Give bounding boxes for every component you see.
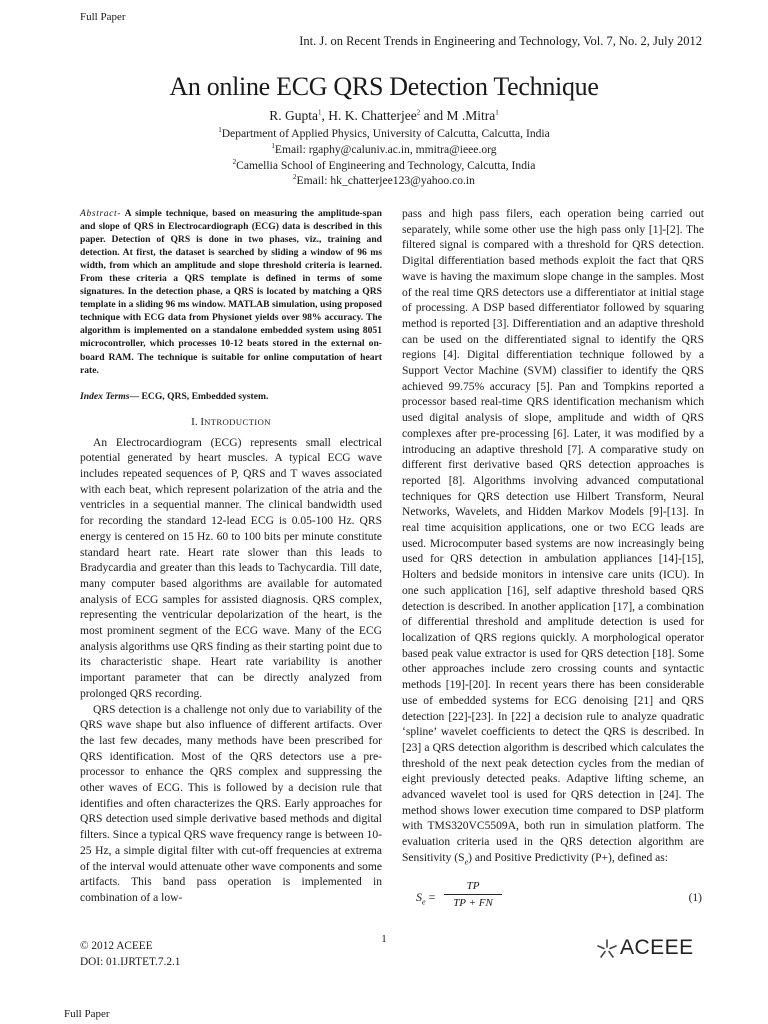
equation-lhs: $S_e$ = (416, 890, 436, 907)
body-paragraph (402, 207, 704, 870)
left-column (80, 207, 382, 907)
equation-1 (414, 880, 704, 922)
section-title-rest: NTRODUCTION (204, 416, 271, 427)
equation-denominator: TP + FN (453, 897, 493, 909)
index-terms-text: — ECG, QRS, Embedded system. (129, 390, 269, 402)
affiliation-line (0, 142, 768, 158)
affiliation-text: Department of Applied Physics, University of Calcutta, Calcutta, India (221, 127, 550, 140)
header-tag: Full Paper (80, 11, 126, 23)
section-title-initial: I (200, 415, 204, 428)
page-number: 1 (381, 933, 387, 945)
equation-number: (1) (688, 892, 702, 904)
abstract-label: Abstract- (80, 208, 122, 219)
copyright-text: © 2012 ACEEE (80, 940, 153, 952)
affiliation-line (0, 158, 768, 174)
affiliation-sup: 1 (271, 141, 275, 150)
index-terms-label: Index Terms (80, 390, 130, 402)
affiliation-sup: 2 (293, 173, 297, 182)
author-1: R. Gupta (269, 108, 319, 123)
affiliation-line (0, 173, 768, 189)
body-paragraph: An Electrocardiogram (ECG) represents small electrical potential generated by heart muscles. A typical ECG wave includes repeated sequences of P, QRS and T waves associated with each beat, which represent polarization of the atria and the ventricles in a sequential manner. The clinical bandwidth used for recording the standard 12-lead ECG is 0.05-100 Hz. QRS energy is centered on 15 Hz. 60 to 100 bits per minute constitute standard heart rate. Heart rate slower than this leads to Bradycardia and greater than this leads to Tachycardia. Till date, many computer based algorithms are available for automated analysis of ECG samples for assisted diagnosis. QRS complex, representing the ventricular depolarization of the heart, is the most prominent segment of the ECG wave. Many of the ECG analysis algorithms use QRS finding as their starting point due to its characteristic shape. Heart rate variability is another important parameter that can be directly analyzed from prolonged QRS recording. (80, 436, 382, 700)
index-terms (80, 391, 382, 402)
star-icon (596, 939, 618, 959)
author-list (0, 108, 768, 124)
affiliation-sup: 2 (232, 157, 237, 166)
paper-title: An online ECG QRS Detection Technique (169, 72, 599, 101)
body-paragraph: QRS detection is a challenge not only due to variability of the QRS wave shape but also influence of different artifacts. Over the last few decades, many methods have been prescribed for QRS identification. Most of the QRS detectors use a pre-processor to enhance the QRS complex and suppressing the other waves of ECG. This is followed by a decision rule that identifies and often characterizes the QRS. Early approaches for QRS detection used simple derivative based methods and digital filters. Since a typical QRS wave frequency range is between 10-25 Hz, a simple digital filter with cut-off frequencies at extrema of the interval would attenuate other wave components and some artifacts. This band pass operation is implemented in combination of a low- (80, 703, 382, 904)
author-2: , H. K. Chatterjee (321, 108, 417, 123)
abstract-text: A simple technique, based on measuring the amplitude-span and slope of QRS in Electrocardiograph (ECG) data is described in this paper. Detection of QRS is done in two phases, viz., training and detection. At first, the dataset is searched by sliding a window of 96 ms width, from which an amplitude and slope threshold criteria is learned. From these criteria a QRS template is defined in terms of some signatures. In the detection phase, a QRS is located by matching a QRS template in a sliding 96 ms window. MATLAB simulation, using proposed technique with ECG data from Physionet yields over 98% accuracy. The algorithm is implemented on a standalone embedded system using 8051 microcontroller, which processes 10-12 beats stored in the external on-board RAM. The technique is suitable for online computation of heart rate. (80, 208, 382, 376)
abstract (80, 207, 382, 377)
affiliation-text: Email: hk_chatterjee123@yahoo.co.in (296, 174, 475, 188)
paragraph-text: ) and Positive Predictivity (P+), defined as: (468, 851, 669, 864)
paragraph-text: pass and high pass filers, each operation being carried out separately, while some other use the high pass only [1]-[2]. The filtered signal is compared with a threshold for QRS detection. Digital differentiation based methods exploit the fact that QRS wave is having the maximum slope change in the samples. Most of the real time QRS detectors use a differentiator at initial stage of processing. A DSP based differentiator followed by squaring method is reported [3]. Differentiation and an adaptive threshold can be used on the differentiated signal to identify the QRS regions [4]. Digital differentiation technique followed by a Support Vector Machine (SVM) classifier to identify the QRS achieved 99.75% accuracy [5]. Pan and Tompkins reported a processor based real-time QRS identification mechanism which used digital analysis of slope, amplitude and width of QRS complexes after pre-processing [6]. Later, it was modified by a introducing an adaptive threshold [7]. A comparative study on different first derivative based QRS detection approaches is reported [8]. Algorithms involving advanced computational techniques for QRS detection use Hilbert Transform, Neural Networks, Wavelets, and Hidden Markov Models [9]-[13]. In real time acquisition applications, one or two ECG leads are used. Microcomputer based systems are now increasingly being used for QRS detection in ambulation appliances [14]-[15], Holters and bedside monitors in intensive care units (ICU). In one such application [16], self adaptive threshold based QRS detection is described. In another application [17], a combination of differential threshold and amplitude detection is used for localization of QRS regions quickly. A morphological operator based peak value extractor is used for QRS detection [18]. Some other approaches include zero crossing counts and syntactic methods [19]-[20]. In recent years there has been considerable use of embedded systems for ECG denoising [21] and QRS detection [22]-[23]. In [22] a decision rule to analyze quadratic ‘spline’ wavelet coefficients to detect the QRS is described. In [23] a QRS detection algorithm is described which calculates the threshold of the next peak detection cycles from the median of eight previously detected peaks. Adaptive lifting scheme, an advanced wavelet tool is used for QRS detection in [24]. The method shows lower execution time compared to DSP platform with TMS320VC5509A, both run in simulation platform. The evaluation criteria used in the QRS detection algorithm are Sensitivity (S (402, 208, 704, 864)
section-numeral: I. (191, 415, 201, 428)
author-2-sup: 2 (416, 108, 421, 117)
section-heading-introduction (80, 416, 382, 428)
fraction-bar (444, 894, 502, 895)
affiliation-text: Camellia School of Engineering and Technology, Calcutta, India (236, 158, 536, 172)
author-1-sup: 1 (318, 108, 322, 117)
equation-numerator: TP (466, 880, 480, 892)
author-3-sup: 1 (495, 108, 499, 117)
journal-citation: Int. J. on Recent Trends in Engineering and Technology, Vol. 7, No. 2, July 2012 (299, 34, 702, 48)
affiliations (0, 126, 768, 189)
subscript: e (464, 857, 469, 867)
affiliation-line (0, 126, 768, 142)
affiliation-sup: 1 (218, 126, 222, 135)
equation-fraction (444, 880, 502, 909)
aceee-logo (596, 936, 708, 962)
footer-copyright (80, 938, 180, 970)
logo-text: ACEEE (620, 936, 694, 959)
author-3: and M .Mitra (420, 108, 496, 123)
footer-tag: Full Paper (64, 1008, 110, 1020)
affiliation-text: Email: rgaphy@caluniv.ac.in, mmitra@ieee.org (274, 142, 497, 156)
doi-text: DOI: 01.IJRTET.7.2.1 (80, 956, 181, 968)
right-column (402, 207, 704, 870)
